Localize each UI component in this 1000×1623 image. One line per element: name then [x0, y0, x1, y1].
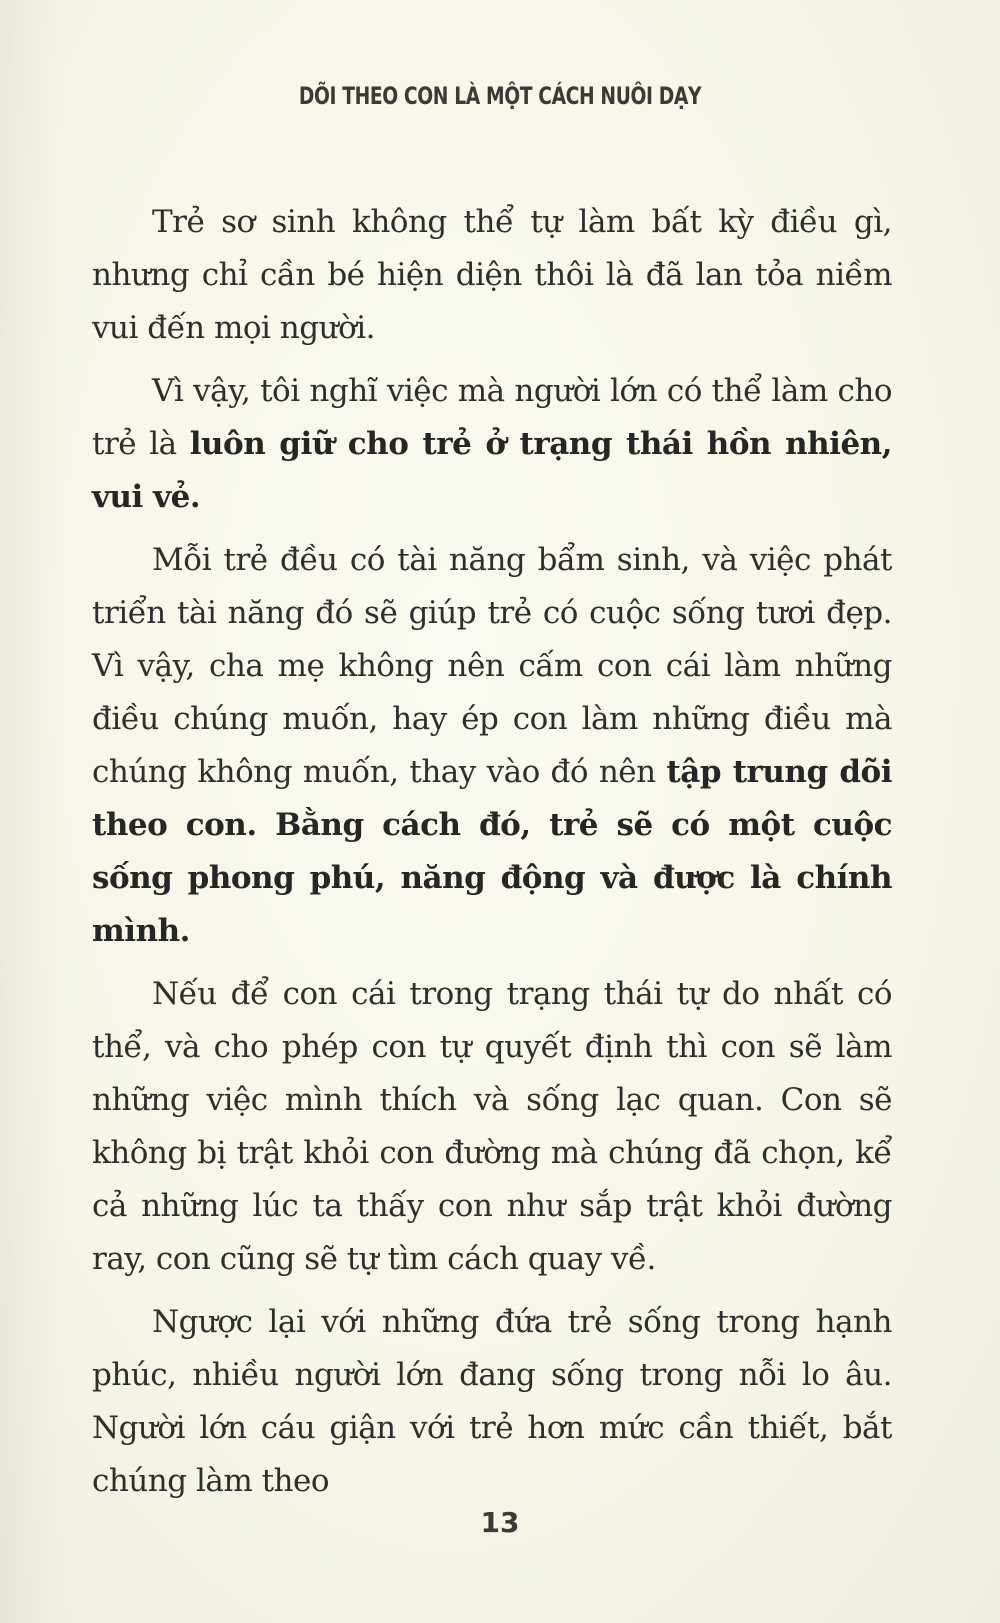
paragraph-4: Nếu để con cái trong trạng thái tự do nhất có thể, và cho phép con tự quyết định thì con sẽ làm những việc mình thích và sống lạc quan. Con sẽ không bị trật khỏi con đường mà chúng đã chọn, kể cả những lúc ta thấy con như sắp trật khỏi đường ray, con cũng sẽ tự tìm cách quay về.: [92, 976, 892, 1277]
paragraph-2-emphasis: luôn giữ cho trẻ ở trạng thái hồn nhiên, vui vẻ.: [92, 426, 892, 515]
paragraph-1: Trẻ sơ sinh không thể tự làm bất kỳ điều gì, nhưng chỉ cần bé hiện diện thôi là đã lan tỏa niềm vui đến mọi người.: [92, 204, 892, 346]
running-head: DÕI THEO CON LÀ MỘT CÁCH NUÔI DẠY: [298, 82, 702, 110]
page-number: 13: [480, 1506, 520, 1539]
paragraph-2: [92, 365, 892, 524]
paragraph-3-text: Mỗi trẻ đều có tài năng bẩm sinh, và việc phát triển tài năng đó sẽ giúp trẻ có cuộc sống tươi đẹp. Vì vậy, cha mẹ không nên cấm con cái làm những điều chúng muốn, hay ép con làm những điều mà chúng không muốn, thay vào đó nên: [92, 542, 892, 790]
gutter-shadow: [0, 0, 60, 1623]
paragraph-3-emphasis: tập trung dõi theo con. Bằng cách đó, trẻ sẽ có một cuộc sống phong phú, năng động và được là chính mình.: [92, 754, 893, 949]
paragraph-5: Ngược lại với những đứa trẻ sống trong hạnh phúc, nhiều người lớn đang sống trong nỗi lo âu. Người lớn cáu giận với trẻ hơn mức cần thiết, bắt chúng làm theo: [92, 1304, 892, 1499]
paragraph-3: [92, 534, 892, 958]
paragraph-2-text: Vì vậy, tôi nghĩ việc mà người lớn có thể làm cho trẻ là: [92, 373, 892, 462]
body-text: [92, 196, 892, 1518]
